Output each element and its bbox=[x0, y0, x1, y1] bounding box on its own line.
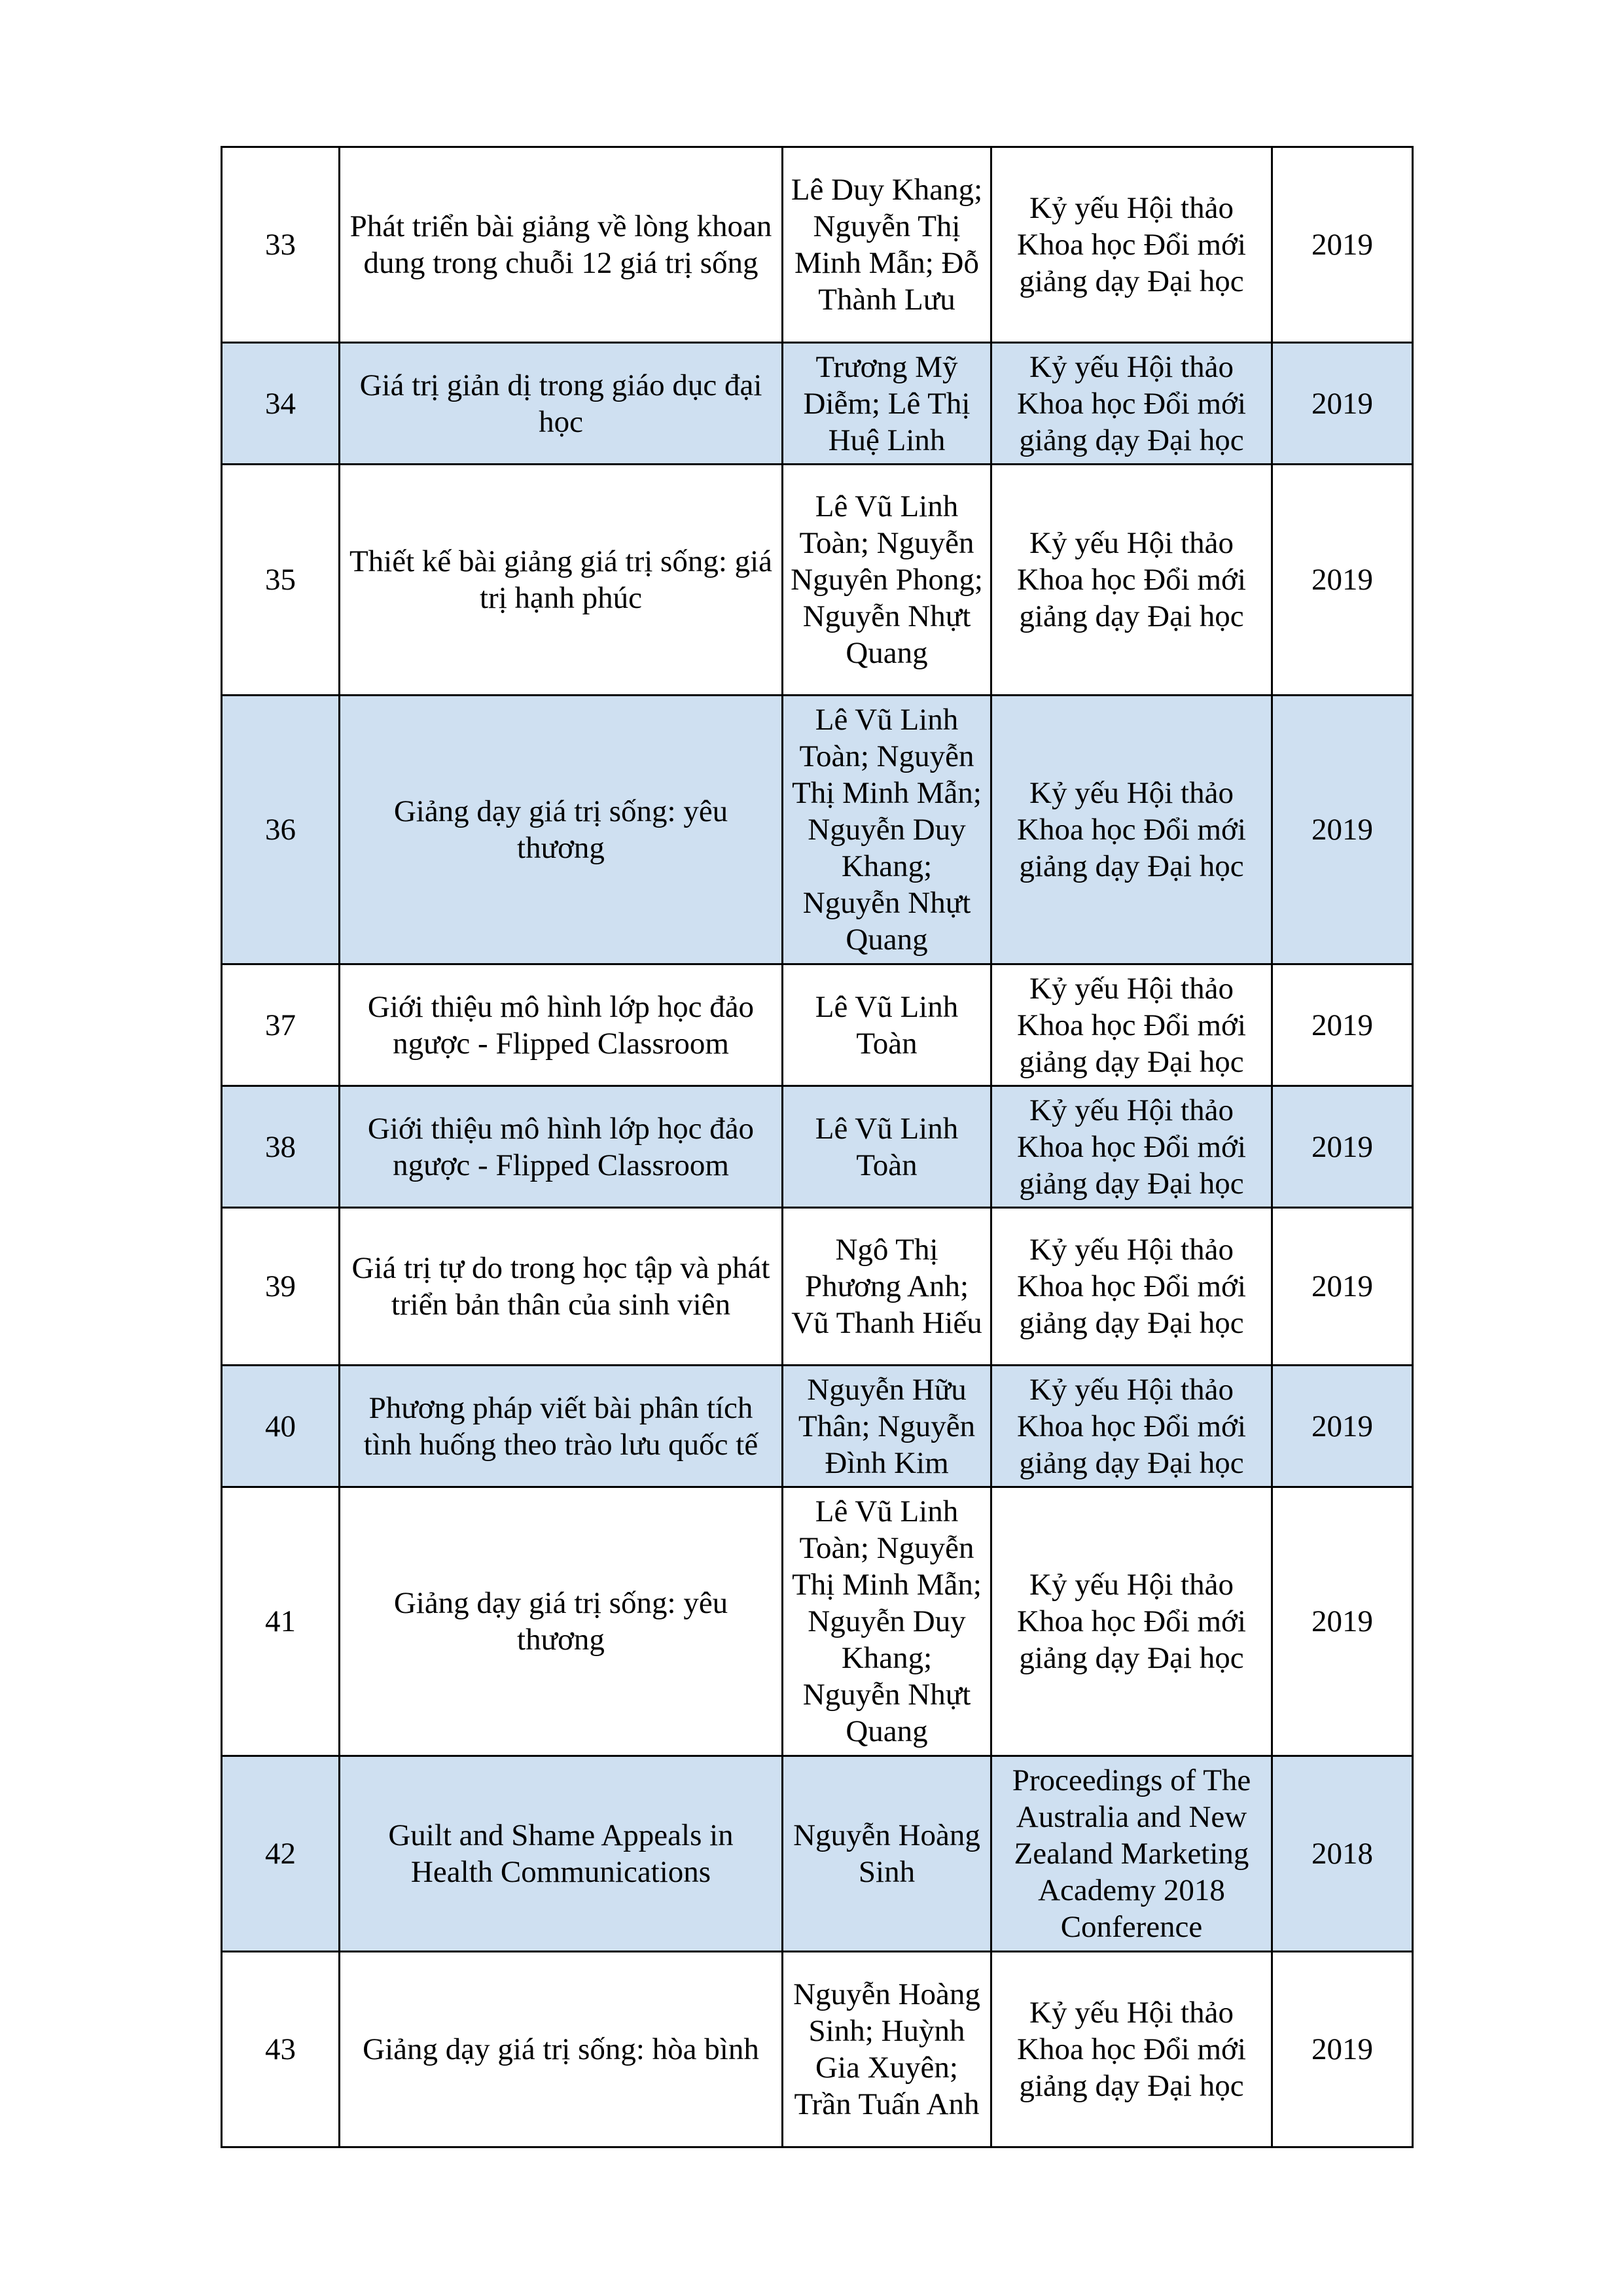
authors-cell: Ngô Thị Phương Anh; Vũ Thanh Hiếu bbox=[783, 1208, 991, 1366]
source-cell: Kỷ yếu Hội thảo Khoa học Đổi mới giảng dạy Đại học bbox=[991, 465, 1272, 696]
table-row bbox=[222, 1086, 1413, 1208]
year-cell: 2019 bbox=[1272, 147, 1413, 343]
year-cell: 2019 bbox=[1272, 465, 1413, 696]
year-cell: 2018 bbox=[1272, 1756, 1413, 1952]
year-cell: 2019 bbox=[1272, 1366, 1413, 1487]
source-cell: Kỷ yếu Hội thảo Khoa học Đổi mới giảng dạy Đại học bbox=[991, 343, 1272, 465]
row-number-cell: 41 bbox=[222, 1487, 340, 1756]
row-number-cell: 37 bbox=[222, 964, 340, 1086]
row-number-cell: 35 bbox=[222, 465, 340, 696]
authors-cell: Lê Vũ Linh Toàn; Nguyễn Thị Minh Mẫn; Nguyễn Duy Khang; Nguyễn Nhựt Quang bbox=[783, 696, 991, 964]
year-cell: 2019 bbox=[1272, 1952, 1413, 2147]
row-number-cell: 33 bbox=[222, 147, 340, 343]
table-row bbox=[222, 1366, 1413, 1487]
title-cell: Giá trị giản dị trong giáo dục đại học bbox=[340, 343, 783, 465]
title-cell: Giá trị tự do trong học tập và phát triển bản thân của sinh viên bbox=[340, 1208, 783, 1366]
table-row bbox=[222, 964, 1413, 1086]
publications-table-body bbox=[222, 147, 1413, 2147]
row-number-cell: 42 bbox=[222, 1756, 340, 1952]
authors-cell: Lê Duy Khang; Nguyễn Thị Minh Mẫn; Đỗ Thành Lưu bbox=[783, 147, 991, 343]
row-number-cell: 38 bbox=[222, 1086, 340, 1208]
year-cell: 2019 bbox=[1272, 1487, 1413, 1756]
title-cell: Guilt and Shame Appeals in Health Communications bbox=[340, 1756, 783, 1952]
year-cell: 2019 bbox=[1272, 696, 1413, 964]
title-cell: Giới thiệu mô hình lớp học đảo ngược - Flipped Classroom bbox=[340, 964, 783, 1086]
table-row bbox=[222, 465, 1413, 696]
table-row bbox=[222, 696, 1413, 964]
year-cell: 2019 bbox=[1272, 964, 1413, 1086]
authors-cell: Lê Vũ Linh Toàn bbox=[783, 1086, 991, 1208]
source-cell: Kỷ yếu Hội thảo Khoa học Đổi mới giảng dạy Đại học bbox=[991, 964, 1272, 1086]
source-cell: Proceedings of The Australia and New Zealand Marketing Academy 2018 Conference bbox=[991, 1756, 1272, 1952]
authors-cell: Trương Mỹ Diễm; Lê Thị Huệ Linh bbox=[783, 343, 991, 465]
row-number-cell: 43 bbox=[222, 1952, 340, 2147]
source-cell: Kỷ yếu Hội thảo Khoa học Đổi mới giảng dạy Đại học bbox=[991, 1366, 1272, 1487]
row-number-cell: 36 bbox=[222, 696, 340, 964]
year-cell: 2019 bbox=[1272, 343, 1413, 465]
source-cell: Kỷ yếu Hội thảo Khoa học Đổi mới giảng dạy Đại học bbox=[991, 147, 1272, 343]
authors-cell: Lê Vũ Linh Toàn bbox=[783, 964, 991, 1086]
year-cell: 2019 bbox=[1272, 1086, 1413, 1208]
row-number-cell: 40 bbox=[222, 1366, 340, 1487]
authors-cell: Nguyễn Hoàng Sinh; Huỳnh Gia Xuyên; Trần Tuấn Anh bbox=[783, 1952, 991, 2147]
title-cell: Phát triển bài giảng về lòng khoan dung trong chuỗi 12 giá trị sống bbox=[340, 147, 783, 343]
table-row bbox=[222, 1487, 1413, 1756]
authors-cell: Lê Vũ Linh Toàn; Nguyễn Thị Minh Mẫn; Nguyễn Duy Khang; Nguyễn Nhựt Quang bbox=[783, 1487, 991, 1756]
title-cell: Thiết kế bài giảng giá trị sống: giá trị hạnh phúc bbox=[340, 465, 783, 696]
title-cell: Phương pháp viết bài phân tích tình huống theo trào lưu quốc tế bbox=[340, 1366, 783, 1487]
table-row bbox=[222, 1952, 1413, 2147]
year-cell: 2019 bbox=[1272, 1208, 1413, 1366]
table-row bbox=[222, 1756, 1413, 1952]
table-row bbox=[222, 147, 1413, 343]
authors-cell: Nguyễn Hoàng Sinh bbox=[783, 1756, 991, 1952]
table-row bbox=[222, 1208, 1413, 1366]
source-cell: Kỷ yếu Hội thảo Khoa học Đổi mới giảng dạy Đại học bbox=[991, 1208, 1272, 1366]
source-cell: Kỷ yếu Hội thảo Khoa học Đổi mới giảng dạy Đại học bbox=[991, 696, 1272, 964]
row-number-cell: 34 bbox=[222, 343, 340, 465]
source-cell: Kỷ yếu Hội thảo Khoa học Đổi mới giảng dạy Đại học bbox=[991, 1952, 1272, 2147]
authors-cell: Nguyễn Hữu Thân; Nguyễn Đình Kim bbox=[783, 1366, 991, 1487]
source-cell: Kỷ yếu Hội thảo Khoa học Đổi mới giảng dạy Đại học bbox=[991, 1086, 1272, 1208]
publications-table bbox=[221, 146, 1414, 2148]
title-cell: Giảng dạy giá trị sống: yêu thương bbox=[340, 1487, 783, 1756]
title-cell: Giới thiệu mô hình lớp học đảo ngược - Flipped Classroom bbox=[340, 1086, 783, 1208]
table-row bbox=[222, 343, 1413, 465]
title-cell: Giảng dạy giá trị sống: yêu thương bbox=[340, 696, 783, 964]
row-number-cell: 39 bbox=[222, 1208, 340, 1366]
source-cell: Kỷ yếu Hội thảo Khoa học Đổi mới giảng dạy Đại học bbox=[991, 1487, 1272, 1756]
title-cell: Giảng dạy giá trị sống: hòa bình bbox=[340, 1952, 783, 2147]
authors-cell: Lê Vũ Linh Toàn; Nguyễn Nguyên Phong; Nguyễn Nhựt Quang bbox=[783, 465, 991, 696]
